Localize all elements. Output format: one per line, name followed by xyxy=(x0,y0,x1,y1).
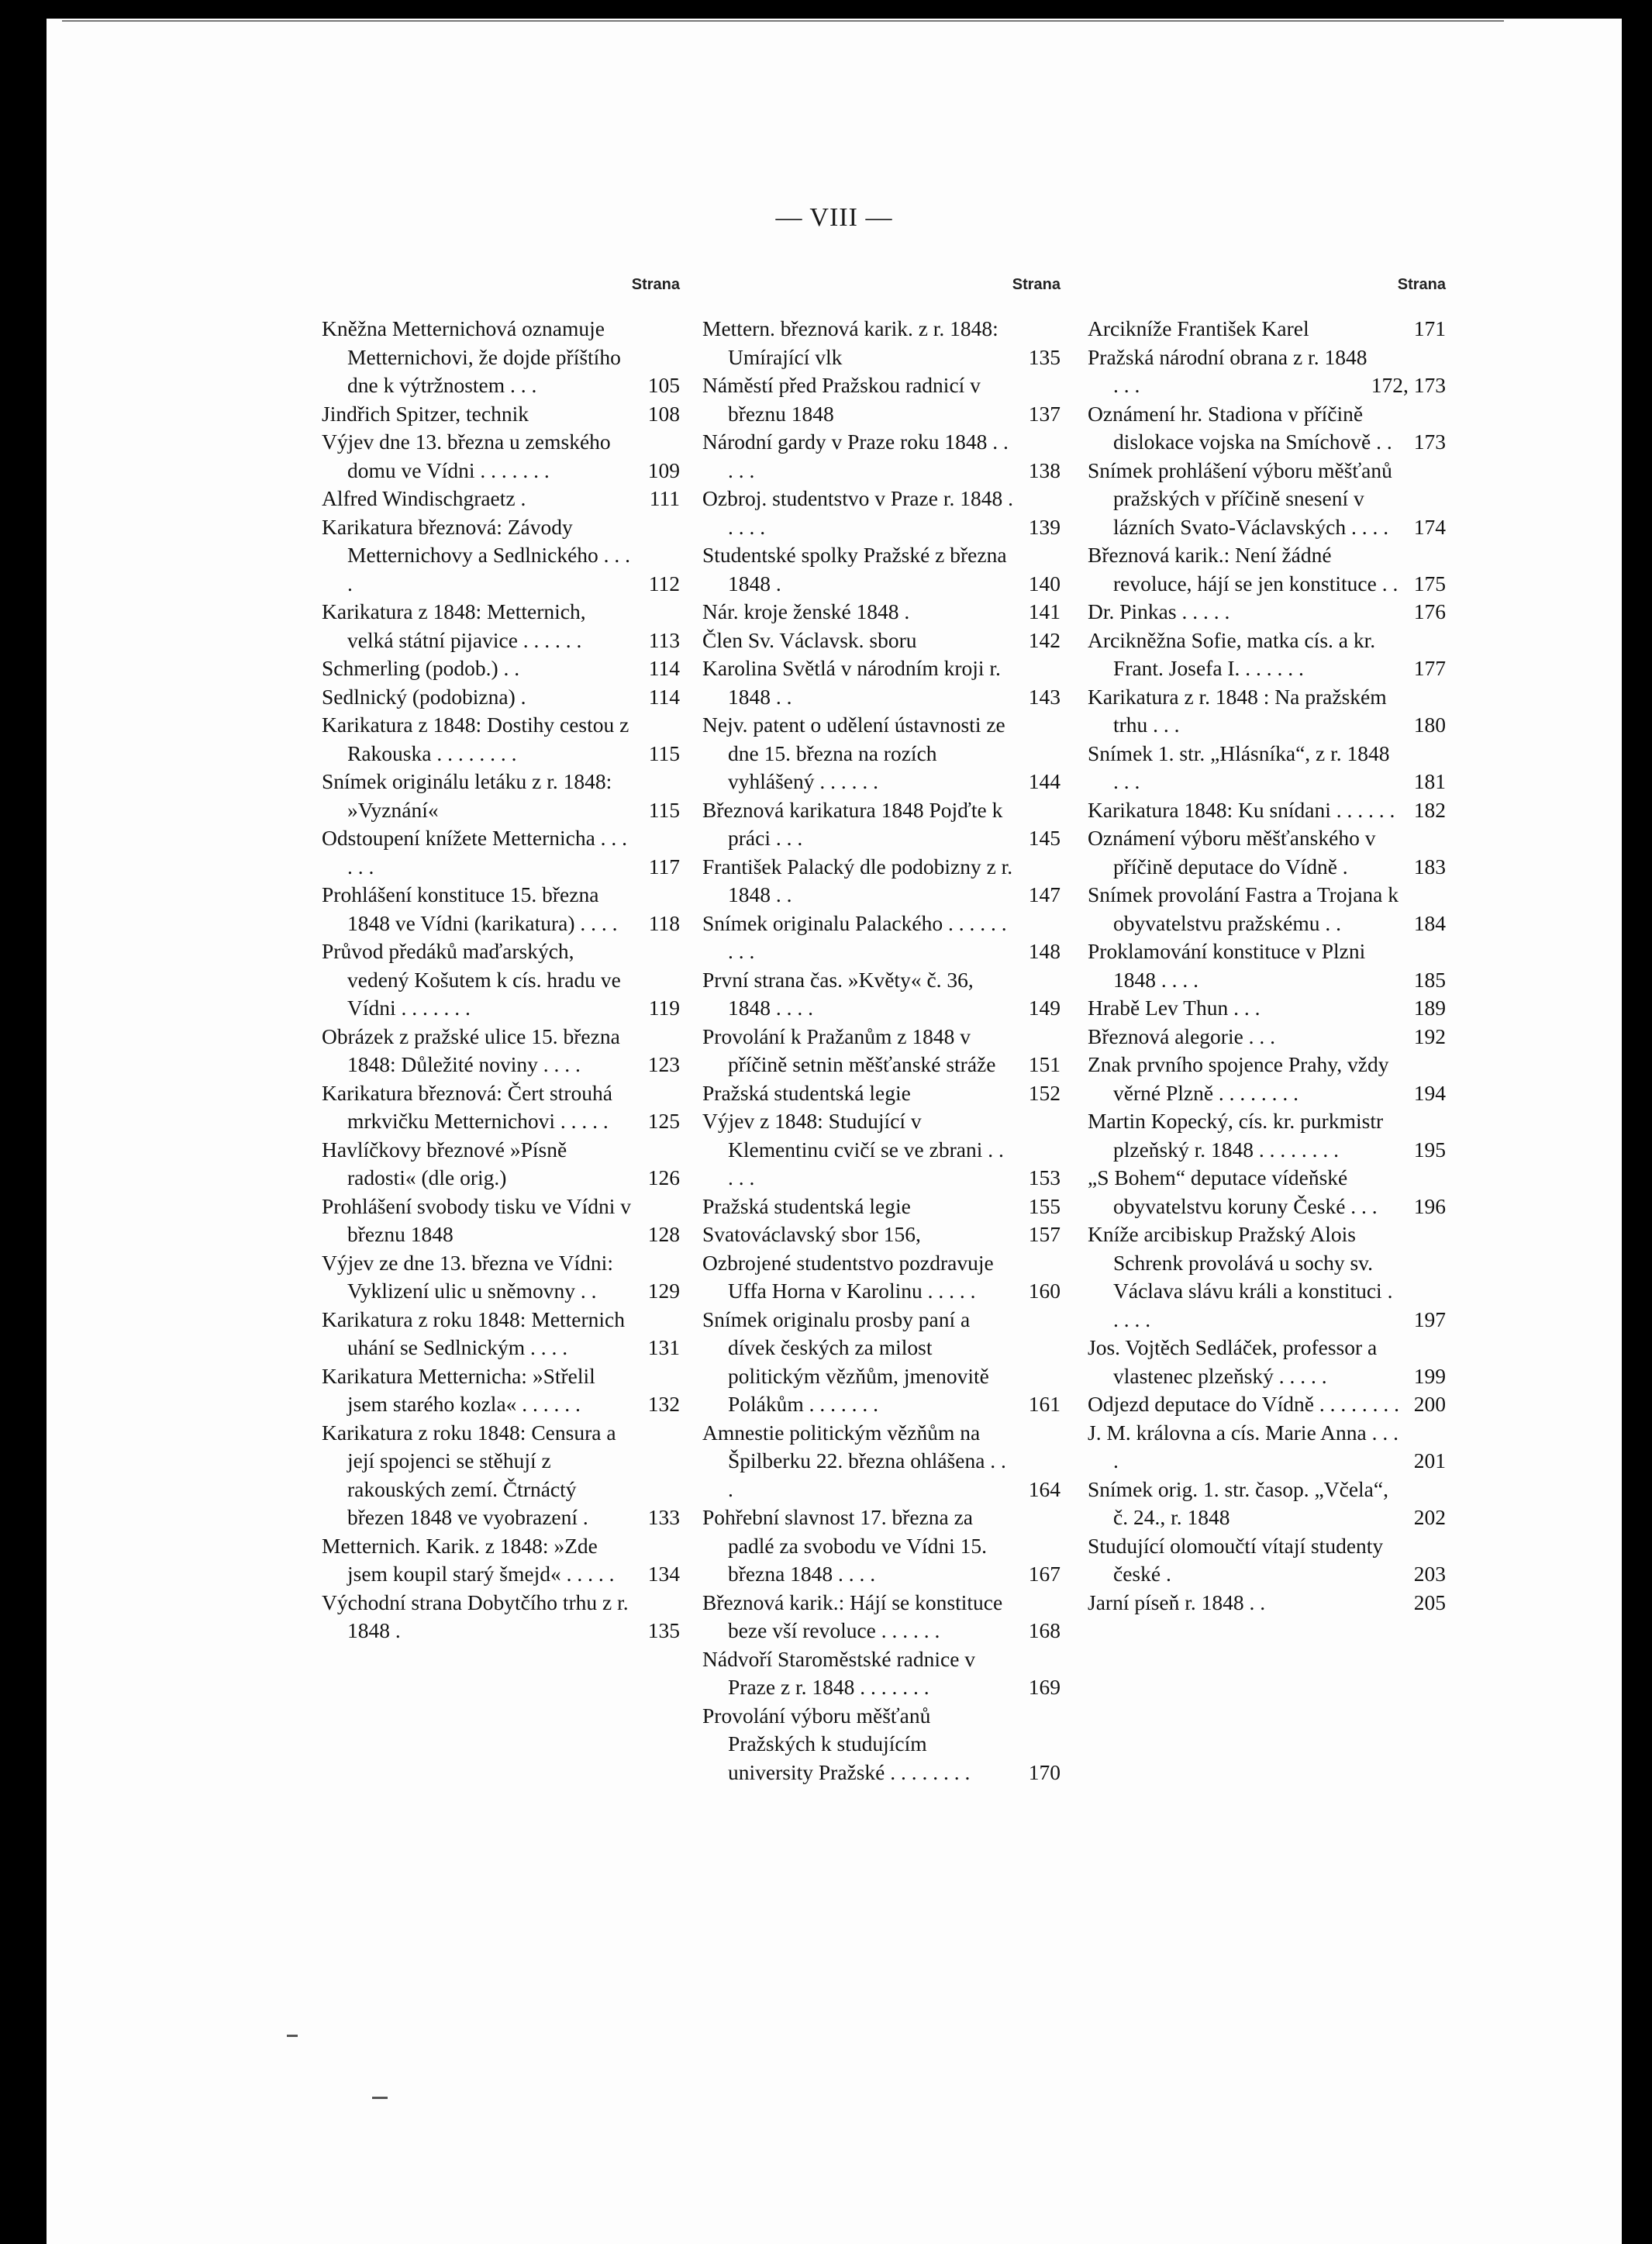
entry-page-number: 133 xyxy=(647,1505,680,1529)
index-entry xyxy=(702,966,1061,1023)
index-entry xyxy=(1088,1334,1446,1390)
entry-page-number: 128 xyxy=(647,1222,680,1246)
entry-title: Karikatura březnová: Čert strouhá mrkvičku Metternichovi . . . . . xyxy=(322,1080,612,1133)
column-heading: Strana xyxy=(631,276,680,293)
entry-title: Havlíčkovy březnové »Písně radosti« (dle orig.) xyxy=(322,1137,567,1189)
entry-page-number: 112 xyxy=(648,571,680,596)
entry-page-number: 149 xyxy=(1028,996,1061,1020)
index-entry xyxy=(1088,1220,1446,1334)
entry-page-number: 181 xyxy=(1413,769,1446,793)
entry-page-number: 189 xyxy=(1413,996,1446,1020)
index-entry xyxy=(702,1503,1061,1589)
index-entry xyxy=(322,937,680,1023)
index-entry xyxy=(1088,315,1446,344)
entry-title: Prohlášení konstituce 15. března 1848 ve Vídni (karikatura) . . . . xyxy=(322,882,618,935)
ink-speck xyxy=(287,2035,298,2037)
index-entry xyxy=(702,315,1061,371)
entry-title: Odstoupení knížete Metternicha . . . . . . xyxy=(322,826,628,879)
index-entry xyxy=(1088,740,1446,796)
index-entry xyxy=(1088,683,1446,740)
index-entry xyxy=(1088,1023,1446,1051)
entry-page-number: 173 xyxy=(1413,430,1446,454)
entry-page-number: 183 xyxy=(1413,854,1446,879)
entry-page-number: 175 xyxy=(1413,571,1446,596)
index-entry xyxy=(322,598,680,654)
entry-page-number: 117 xyxy=(648,854,680,879)
entry-page-number: 114 xyxy=(648,684,680,709)
entry-page-number: 131 xyxy=(647,1335,680,1359)
entry-page-number: 115 xyxy=(648,741,680,765)
index-entry xyxy=(1088,1419,1446,1476)
entry-title: Březnová karik.: Není žádné revoluce, hájí se jen konstituce . . xyxy=(1088,543,1399,596)
entry-page-number: 152 xyxy=(1028,1080,1061,1105)
entry-title: Karikatura březnová: Závody Metternichovy a Sedlnického . . . . xyxy=(322,514,631,596)
entry-title: Pražská národní obrana z r. 1848 . . . xyxy=(1088,344,1367,397)
entry-page-number: 143 xyxy=(1028,684,1061,709)
entry-page-number: 144 xyxy=(1028,769,1061,793)
ink-speck xyxy=(372,2097,388,2099)
entry-page-number: 145 xyxy=(1028,826,1061,850)
index-entry xyxy=(322,1306,680,1362)
entry-page-number: 169 xyxy=(1028,1675,1061,1699)
index-entry xyxy=(702,371,1061,428)
index-entry xyxy=(322,1023,680,1079)
entry-page-number: 134 xyxy=(647,1562,680,1586)
entry-title: Oznámení hr. Stadiona v příčině dislokace vojska na Smíchově . . xyxy=(1088,401,1392,454)
index-entry xyxy=(322,1532,680,1589)
entry-page-number: 138 xyxy=(1028,457,1061,482)
index-entry xyxy=(702,1249,1061,1306)
entry-page-number: 140 xyxy=(1028,571,1061,596)
index-entry xyxy=(322,1419,680,1532)
entry-page-number: 161 xyxy=(1028,1392,1061,1416)
index-entry xyxy=(1088,1051,1446,1107)
index-entry xyxy=(702,654,1061,711)
index-entry xyxy=(322,400,680,429)
entry-title: Výjev dne 13. března u zemského domu ve Vídni . . . . . . . xyxy=(322,430,611,482)
entry-title: Národní gardy v Praze roku 1848 . . . . . xyxy=(702,430,1009,482)
entry-page-number: 195 xyxy=(1413,1137,1446,1162)
index-entry xyxy=(702,1193,1061,1221)
entry-title: Jindřich Spitzer, technik xyxy=(322,401,529,426)
entry-title: Březnová karik.: Hájí se konstituce beze vší revoluce . . . . . . xyxy=(702,1590,1003,1642)
entry-title: Znak prvního spojence Prahy, vždy věrné Plzně . . . . . . . . xyxy=(1088,1052,1389,1105)
entry-title: Mettern. březnová karik. z r. 1848: Umírající vlk xyxy=(702,316,998,369)
entry-page-number: 114 xyxy=(648,656,680,680)
entry-title: Karikatura 1848: Ku snídani . . . . . . xyxy=(1088,797,1395,822)
index-entry xyxy=(702,1589,1061,1645)
entry-title: „S Bohem“ deputace vídeňské obyvatelstvu koruny České . . . xyxy=(1088,1165,1378,1218)
entry-title: Nár. kroje ženské 1848 . xyxy=(702,599,910,623)
index-column-3 xyxy=(1088,273,1446,1617)
entry-title: Sedlnický (podobizna) . xyxy=(322,684,526,709)
entry-title: Pražská studentská legie xyxy=(702,1080,911,1105)
entry-page-number: 155 xyxy=(1028,1193,1061,1218)
entry-title: Ozbroj. studentstvo v Praze r. 1848 . . . . . xyxy=(702,486,1013,539)
index-entry xyxy=(322,824,680,881)
entry-title: Snímek provolání Fastra a Trojana k obyvatelstvu pražskému . . xyxy=(1088,882,1399,935)
entry-title: Snímek originálu letáku z r. 1848: »Vyznání« xyxy=(322,769,612,822)
entry-title: Karikatura Metternicha: »Střelil jsem starého kozla« . . . . . . xyxy=(322,1363,595,1416)
index-entry xyxy=(1088,994,1446,1023)
entry-page-number: 172, 173 xyxy=(1371,373,1446,397)
index-entry xyxy=(702,1702,1061,1787)
entry-title: Alfred Windischgraetz . xyxy=(322,486,526,510)
entry-page-number: 118 xyxy=(648,910,680,935)
index-entry xyxy=(322,315,680,400)
entry-title: Hrabě Lev Thun . . . xyxy=(1088,996,1261,1020)
entry-title: J. M. královna a cís. Marie Anna . . . . xyxy=(1088,1420,1399,1472)
entry-title: Metternich. Karik. z 1848: »Zde jsem koupil starý šmejd« . . . . . xyxy=(322,1533,615,1586)
column-heading: Strana xyxy=(1012,276,1061,293)
entry-title: Náměstí před Pražskou radnicí v březnu 1848 xyxy=(702,373,981,426)
entry-page-number: 196 xyxy=(1413,1193,1446,1218)
entry-page-number: 192 xyxy=(1413,1024,1446,1048)
index-entry xyxy=(1088,1589,1446,1617)
entry-title: Březnová karikatura 1848 Pojďte k práci . . . xyxy=(702,797,1003,850)
entry-title: Jarní píseň r. 1848 . . xyxy=(1088,1590,1266,1614)
entry-title: Pražská studentská legie xyxy=(702,1193,911,1218)
entry-title: Schmerling (podob.) . . xyxy=(322,656,520,680)
index-entry xyxy=(322,1136,680,1193)
index-entry xyxy=(322,683,680,712)
entry-page-number: 168 xyxy=(1028,1618,1061,1642)
index-entry xyxy=(1088,937,1446,994)
index-column-1 xyxy=(322,273,680,1645)
entry-title: Studující olomoučtí vítají studenty české . xyxy=(1088,1533,1384,1586)
index-entry xyxy=(1088,344,1446,400)
entry-title: Člen Sv. Václavsk. sboru xyxy=(702,627,917,652)
entry-title: Karikatura z r. 1848 : Na pražském trhu . . . xyxy=(1088,684,1387,737)
entry-page-number: 139 xyxy=(1028,514,1061,539)
entry-page-number: 141 xyxy=(1028,599,1061,623)
index-entry xyxy=(702,1220,1061,1249)
entry-title: Východní strana Dobytčího trhu z r. 1848 . xyxy=(322,1590,629,1642)
entry-title: Amnestie politickým vězňům na Špilberku 22. března ohlášena . . . xyxy=(702,1420,1006,1501)
entry-page-number: 135 xyxy=(1028,344,1061,369)
index-entry xyxy=(1088,1390,1446,1419)
entry-title: Provolání k Pražanům z 1848 v příčině setnin měšťanské stráže xyxy=(702,1024,996,1076)
entry-page-number: 182 xyxy=(1413,797,1446,822)
entry-page-number: 185 xyxy=(1413,967,1446,992)
entry-page-number: 105 xyxy=(647,373,680,397)
entry-page-number: 171 xyxy=(1413,316,1446,340)
entry-page-number: 160 xyxy=(1028,1279,1061,1303)
entry-title: Svatováclavský sbor 156, xyxy=(702,1222,921,1246)
index-entry xyxy=(322,513,680,599)
entry-page-number: 177 xyxy=(1413,656,1446,680)
entry-title: Karikatura z roku 1848: Censura a její spojenci se stěhují z rakouských zemí. Čtrnáctý březen 1848 ve vyobrazení . xyxy=(322,1420,616,1529)
entry-page-number: 151 xyxy=(1028,1052,1061,1076)
index-entry xyxy=(1088,627,1446,683)
entry-title: Obrázek z pražské ulice 15. března 1848: Důležité noviny . . . . xyxy=(322,1024,620,1076)
index-entry xyxy=(1088,1107,1446,1164)
entry-title: Výjev z 1848: Studující v Klementinu cvičí se ve zbrani . . . . . xyxy=(702,1109,1004,1189)
index-entry xyxy=(702,627,1061,655)
entry-title: Karolina Světlá v národním kroji r. 1848 . . xyxy=(702,656,1001,709)
entry-title: Prohlášení svobody tisku ve Vídni v březnu 1848 xyxy=(322,1193,632,1246)
entry-title: Studentské spolky Pražské z března 1848 . xyxy=(702,543,1007,596)
entry-page-number: 126 xyxy=(647,1165,680,1189)
index-entry xyxy=(702,1419,1061,1504)
entry-page-number: 170 xyxy=(1028,1759,1061,1784)
index-entry xyxy=(1088,824,1446,881)
entry-page-number: 203 xyxy=(1413,1562,1446,1586)
entry-title: Nejv. patent o udělení ústavnosti ze dne 15. března na rozích vyhlášený . . . . . . xyxy=(702,713,1005,793)
index-entry xyxy=(702,598,1061,627)
index-entry xyxy=(702,1107,1061,1193)
index-entry xyxy=(702,1306,1061,1419)
index-entry xyxy=(1088,457,1446,542)
entry-page-number: 205 xyxy=(1413,1590,1446,1614)
entry-page-number: 119 xyxy=(648,996,680,1020)
scan-edge-mark xyxy=(62,20,1504,22)
index-entry xyxy=(322,1589,680,1645)
index-entry xyxy=(702,485,1061,541)
index-entry xyxy=(1088,1476,1446,1532)
index-entry xyxy=(322,881,680,937)
index-entry xyxy=(322,1249,680,1306)
entry-page-number: 115 xyxy=(648,797,680,822)
entry-page-number: 174 xyxy=(1413,514,1446,539)
index-entry xyxy=(1088,796,1446,825)
entry-page-number: 142 xyxy=(1028,627,1061,652)
entry-page-number: 125 xyxy=(647,1109,680,1133)
index-entry xyxy=(702,711,1061,796)
entry-title: Nádvoří Staroměstské radnice v Praze z r. 1848 . . . . . . . xyxy=(702,1646,976,1699)
index-entry xyxy=(1088,881,1446,937)
entry-title: Snímek orig. 1. str. časop. „Včela“, č. 24., r. 1848 xyxy=(1088,1476,1388,1529)
index-entry xyxy=(1088,598,1446,627)
document-page xyxy=(47,19,1622,2244)
entry-title: Martin Kopecký, cís. kr. purkmistr plzeňský r. 1848 . . . . . . . . xyxy=(1088,1109,1384,1162)
entry-page-number: 202 xyxy=(1413,1505,1446,1529)
index-entry xyxy=(1088,400,1446,457)
entry-title: František Palacký dle podobizny z r. 1848 . . xyxy=(702,854,1013,906)
index-entry xyxy=(702,1079,1061,1108)
entry-page-number: 200 xyxy=(1413,1392,1446,1416)
entry-title: Arcikněžna Sofie, matka cís. a kr. Frant. Josefa I. . . . . . . xyxy=(1088,627,1376,680)
entry-page-number: 108 xyxy=(647,401,680,426)
entry-page-number: 135 xyxy=(647,1618,680,1642)
entry-title: Arcikníže František Karel xyxy=(1088,316,1309,340)
entry-title: Výjev ze dne 13. března ve Vídni: Vyklizení ulic u sněmovny . . xyxy=(322,1250,613,1303)
index-entry xyxy=(702,1645,1061,1702)
entry-title: První strana čas. »Květy« č. 36, 1848 . . . . xyxy=(702,967,974,1020)
entry-title: Snímek originalu Palackého . . . . . . . . . xyxy=(702,910,1007,963)
entry-page-number: 147 xyxy=(1028,882,1061,906)
index-entry xyxy=(1088,1532,1446,1589)
entry-page-number: 194 xyxy=(1413,1080,1446,1105)
index-entry xyxy=(702,910,1061,966)
entry-title: Provolání výboru měšťanů Pražských k studujícím university Pražské . . . . . . . . xyxy=(702,1703,971,1784)
entry-title: Jos. Vojtěch Sedláček, professor a vlastenec plzeňský . . . . . xyxy=(1088,1335,1378,1388)
entry-page-number: 109 xyxy=(647,457,680,482)
entry-page-number: 197 xyxy=(1413,1307,1446,1331)
index-entry xyxy=(322,1362,680,1419)
entry-page-number: 157 xyxy=(1028,1222,1061,1246)
entry-page-number: 199 xyxy=(1413,1363,1446,1388)
entry-title: Kníže arcibiskup Pražský Alois Schrenk provolává u sochy sv. Václava slávu králi a konstituci . . . . . xyxy=(1088,1222,1393,1331)
index-entry xyxy=(322,768,680,824)
entry-title: Karikatura z 1848: Metternich, velká státní pijavice . . . . . . xyxy=(322,599,586,652)
entry-page-number: 137 xyxy=(1028,401,1061,426)
entry-page-number: 164 xyxy=(1028,1476,1061,1501)
entry-title: Kněžna Metternichová oznamuje Metternichovi, že dojde příštího dne k výtržnostem . . . xyxy=(322,316,621,397)
entry-page-number: 201 xyxy=(1413,1448,1446,1472)
index-entry xyxy=(702,541,1061,598)
index-entry xyxy=(1088,541,1446,598)
entry-page-number: 153 xyxy=(1028,1165,1061,1189)
entry-page-number: 113 xyxy=(648,627,680,652)
entry-title: Dr. Pinkas . . . . . xyxy=(1088,599,1230,623)
entry-title: Snímek prohlášení výboru měšťanů pražských v příčině snesení v lázních Svato-Václavských . . . . xyxy=(1088,457,1392,539)
entry-page-number: 111 xyxy=(649,486,680,510)
index-entry xyxy=(702,428,1061,485)
index-column-2 xyxy=(702,273,1061,1787)
index-entry xyxy=(322,428,680,485)
index-entry xyxy=(322,654,680,683)
index-entry xyxy=(322,711,680,768)
entry-title: Oznámení výboru měšťanského v příčině deputace do Vídně . xyxy=(1088,826,1376,879)
column-heading: Strana xyxy=(1397,276,1446,293)
entry-title: Karikatura z 1848: Dostihy cestou z Rakouska . . . . . . . . xyxy=(322,713,629,765)
entry-title: Snímek originalu prosby paní a dívek českých za milost politickým vězňům, jmenovitě Polákům . . . . . . . xyxy=(702,1307,989,1416)
entry-page-number: 132 xyxy=(647,1392,680,1416)
index-entry xyxy=(322,1079,680,1136)
entry-title: Průvod předáků maďarských, vedený Košutem k cís. hradu ve Vídni . . . . . . . xyxy=(322,939,621,1020)
entry-title: Březnová alegorie . . . xyxy=(1088,1024,1276,1048)
entry-page-number: 176 xyxy=(1413,599,1446,623)
entry-page-number: 167 xyxy=(1028,1562,1061,1586)
entry-page-number: 184 xyxy=(1413,910,1446,935)
index-entry xyxy=(702,796,1061,853)
entry-title: Pohřební slavnost 17. března za padlé za svobodu ve Vídni 15. března 1848 . . . . xyxy=(702,1505,988,1586)
index-entry xyxy=(322,1193,680,1249)
entry-title: Proklamování konstituce v Plzni 1848 . . . . xyxy=(1088,939,1366,992)
index-entry xyxy=(702,853,1061,910)
entry-page-number: 180 xyxy=(1413,713,1446,737)
entry-title: Snímek 1. str. „Hlásníka“, z r. 1848 . . . xyxy=(1088,741,1390,793)
page-number: — VIII — xyxy=(775,203,893,232)
entry-page-number: 129 xyxy=(647,1279,680,1303)
entry-title: Karikatura z roku 1848: Metternich uhání se Sedlnickým . . . . xyxy=(322,1307,625,1359)
index-entry xyxy=(322,485,680,513)
entry-title: Ozbrojené studentstvo pozdravuje Uffa Horna v Karolinu . . . . . xyxy=(702,1250,994,1303)
index-entry xyxy=(1088,1164,1446,1220)
entry-page-number: 123 xyxy=(647,1052,680,1076)
index-entry xyxy=(702,1023,1061,1079)
entry-title: Odjezd deputace do Vídně . . . . . . . . xyxy=(1088,1392,1399,1416)
entry-page-number: 148 xyxy=(1028,939,1061,963)
